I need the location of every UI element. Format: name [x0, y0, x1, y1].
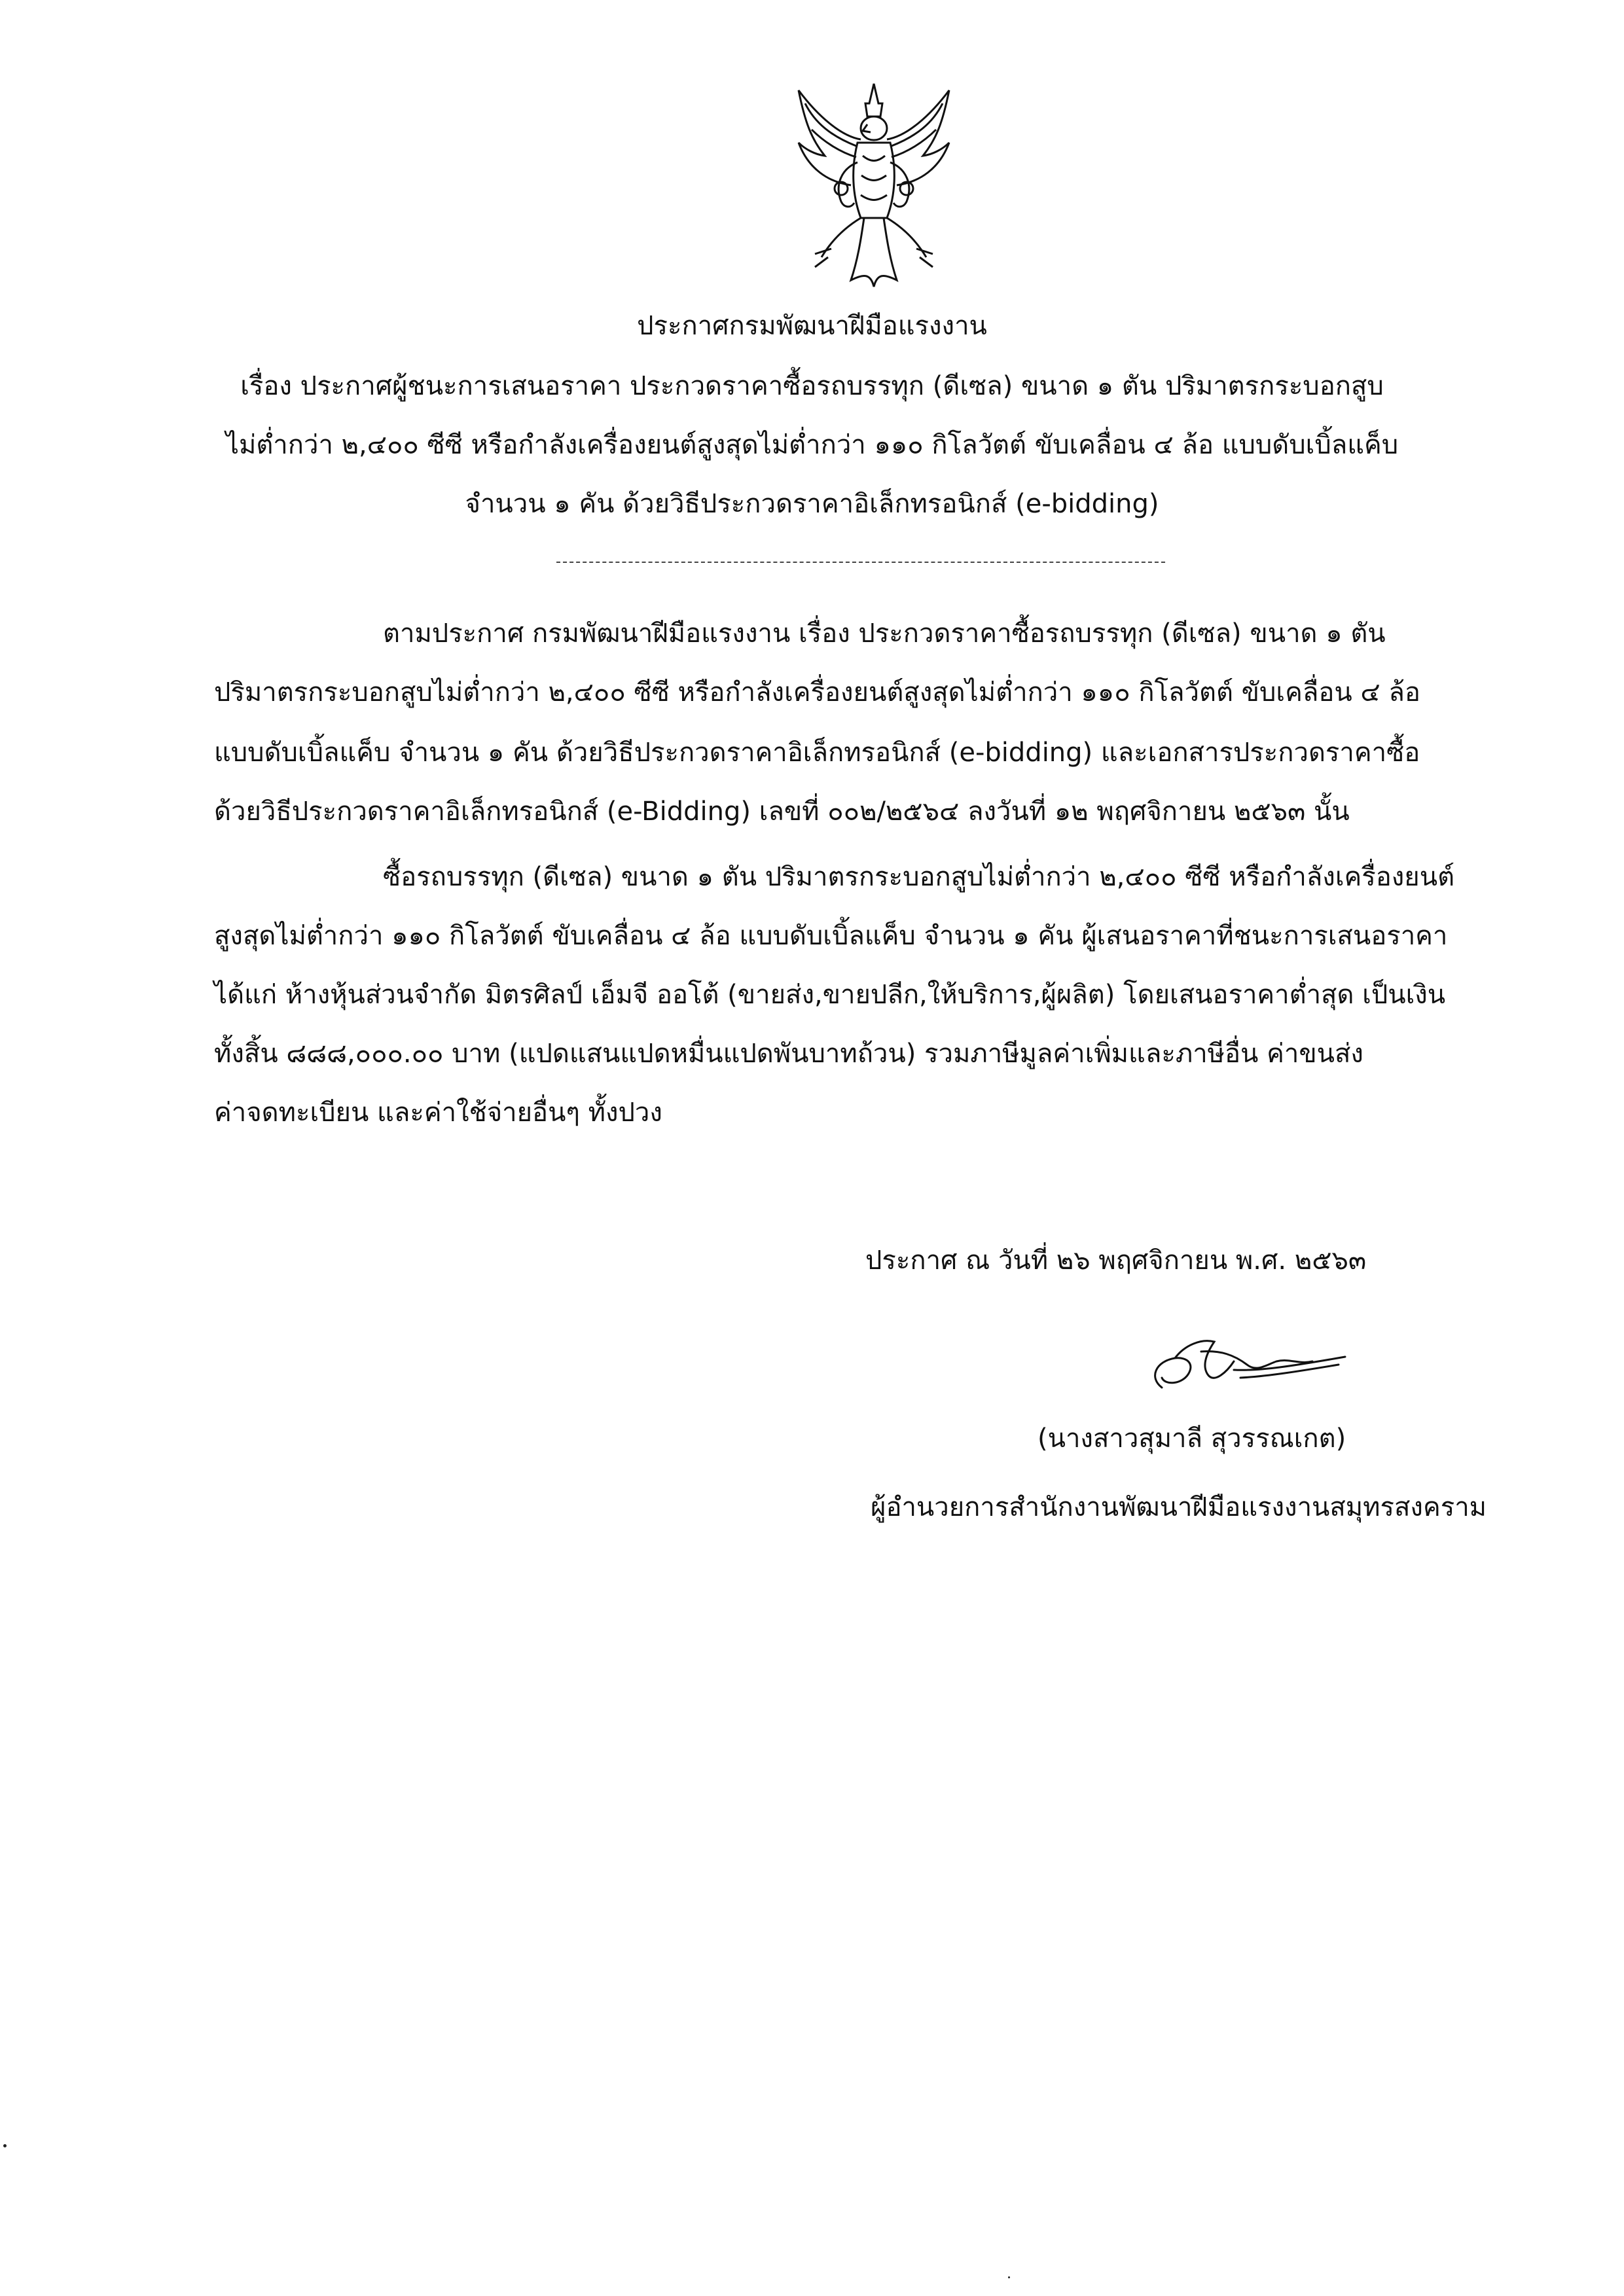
paragraph-2-line: ได้แก่ ห้างหุ้นส่วนจำกัด มิตรศิลป์ เอ็มจี ออโต้ (ขายส่ง,ขายปลีก,ให้บริการ,ผู้ผลิต) โดยเสนอราคาต่ำสุด เป็นเงิน — [214, 980, 1446, 1010]
subject-line-3: จำนวน ๑ คัน ด้วยวิธีประกวดราคาอิเล็กทรอนิกส์ (e-bidding) — [465, 489, 1159, 519]
scan-speck — [3, 2144, 7, 2147]
dashed-divider — [556, 562, 1165, 563]
announcement-date: ประกาศ ณ วันที่ ๒๖ พฤศจิกายน พ.ศ. ๒๕๖๓ — [865, 1246, 1367, 1276]
subject-line-2: ไม่ต่ำกว่า ๒,๔๐๐ ซีซี หรือกำลังเครื่องยนต์สูงสุดไม่ต่ำกว่า ๑๑๐ กิโลวัตต์ ขับเคลื่อน ๔ ล้อ แบบดับเบิ้ลแค็บ — [225, 430, 1399, 460]
paragraph-1-line: ปริมาตรกระบอกสูบไม่ต่ำกว่า ๒,๔๐๐ ซีซี หรือกำลังเครื่องยนต์สูงสุดไม่ต่ำกว่า ๑๑๐ กิโลวัตต์ ขับเคลื่อน ๔ ล้อ — [214, 677, 1420, 708]
garuda-emblem-icon — [779, 77, 969, 293]
agency-title: ประกาศกรมพัฒนาฝีมือแรงงาน — [637, 311, 987, 341]
signer-name: (นางสาวสุมาลี สุวรรณเกต) — [1038, 1424, 1346, 1454]
scan-speck — [1008, 2276, 1010, 2278]
paragraph-1-line: แบบดับเบิ้ลแค็บ จำนวน ๑ คัน ด้วยวิธีประกวดราคาอิเล็กทรอนิกส์ (e-bidding) และเอกสารประกวดราคาซื้อ — [214, 738, 1420, 768]
handwritten-signature-icon — [1136, 1325, 1352, 1404]
subject-line-1: เรื่อง ประกาศผู้ชนะการเสนอราคา ประกวดราคาซื้อรถบรรทุก (ดีเซล) ขนาด ๑ ตัน ปริมาตรกระบอกสูบ — [240, 371, 1384, 401]
paragraph-1-line: ตามประกาศ กรมพัฒนาฝีมือแรงงาน เรื่อง ประกวดราคาซื้อรถบรรทุก (ดีเซล) ขนาด ๑ ตัน — [383, 619, 1386, 649]
paragraph-2-line: ค่าจดทะเบียน และค่าใช้จ่ายอื่นๆ ทั้งปวง — [214, 1098, 662, 1128]
paragraph-1-line: ด้วยวิธีประกวดราคาอิเล็กทรอนิกส์ (e-Bidding) เลขที่ ๐๐๒/๒๕๖๔ ลงวันที่ ๑๒ พฤศจิกายน ๒๕๖๓ นั้น — [214, 797, 1350, 827]
paragraph-2-line: สูงสุดไม่ต่ำกว่า ๑๑๐ กิโลวัตต์ ขับเคลื่อน ๔ ล้อ แบบดับเบิ้ลแค็บ จำนวน ๑ คัน ผู้เสนอราคาที่ชนะการเสนอราคา — [214, 921, 1448, 951]
paragraph-2-line: ซื้อรถบรรทุก (ดีเซล) ขนาด ๑ ตัน ปริมาตรกระบอกสูบไม่ต่ำกว่า ๒,๔๐๐ ซีซี หรือกำลังเครื่องยนต์ — [383, 862, 1455, 892]
paragraph-2-line: ทั้งสิ้น ๘๘๘,๐๐๐.๐๐ บาท (แปดแสนแปดหมื่นแปดพันบาทถ้วน) รวมภาษีมูลค่าเพิ่มและภาษีอื่น ค่าขนส่ง — [214, 1039, 1363, 1069]
signer-position: ผู้อำนวยการสำนักงานพัฒนาฝีมือแรงงานสมุทรสงคราม — [871, 1492, 1487, 1522]
